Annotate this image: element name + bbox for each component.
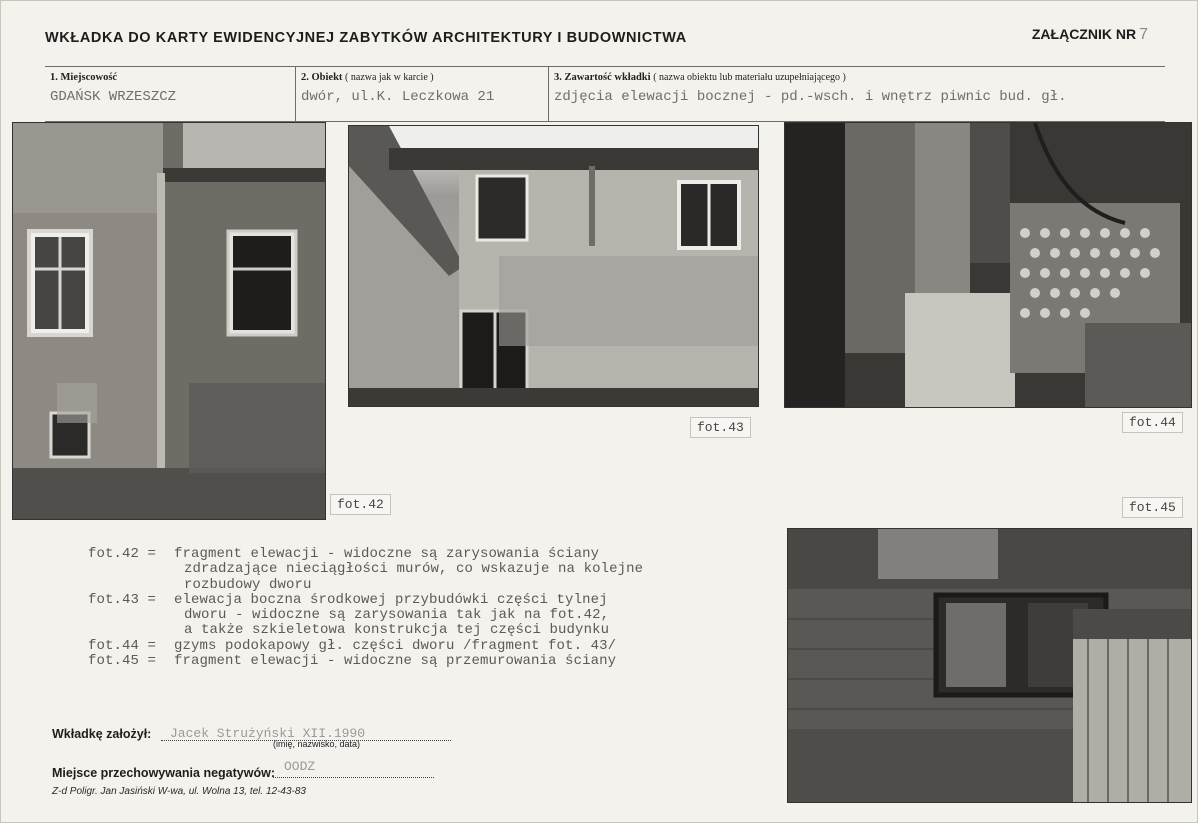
description-key: fot.45 = <box>88 653 157 670</box>
form-title: WKŁADKA DO KARTY EWIDENCYJNEJ ZABYTKÓW ARCHITEKTURY I BUDOWNICTWA <box>45 30 687 46</box>
contents-value: zdjęcia elewacji bocznej - pd.-wsch. i wnętrz piwnic bud. gł. <box>554 89 1067 105</box>
description-43 <box>88 593 643 608</box>
contents-label-wrap <box>554 72 846 83</box>
photo-44-image <box>785 123 1191 407</box>
negatives-location-label: Miejsce przechowywania negatywów: <box>52 766 275 780</box>
photo-45-caption: fot.45 <box>1122 497 1183 518</box>
object-label: 2. Obiekt <box>301 72 343 83</box>
negatives-location-value: OODZ <box>284 759 316 774</box>
description-key: fot.44 = <box>88 637 157 654</box>
object-field <box>296 67 549 121</box>
photo-descriptions <box>88 547 643 669</box>
photo-42-image <box>13 123 325 519</box>
object-sublabel: ( nazwa jak w karcie ) <box>345 72 434 83</box>
attachment-label: ZAŁĄCZNIK NR <box>1031 26 1137 42</box>
description-key: fot.43 = <box>88 591 157 608</box>
description-42 <box>88 547 643 562</box>
description-key: fot.42 = <box>88 546 157 562</box>
contents-field <box>549 67 1165 121</box>
photo-43-image <box>349 126 758 406</box>
created-by-label: Wkładkę założył: <box>52 727 152 741</box>
attachment-number-value: 7 <box>1139 26 1148 43</box>
photo-43 <box>348 125 759 407</box>
photo-44-caption: fot.44 <box>1122 412 1183 433</box>
locality-label: 1. Miejscowość <box>50 72 118 83</box>
header-fields-table <box>45 66 1165 122</box>
negatives-dotted-line <box>273 777 434 778</box>
photo-42-caption: fot.42 <box>330 494 391 515</box>
photo-42 <box>12 122 326 520</box>
description-45 <box>88 654 643 669</box>
description-line: rozbudowy dworu <box>184 576 312 593</box>
object-value: dwór, ul.K. Leczkowa 21 <box>301 89 495 105</box>
description-line: fragment elewacji - widoczne są przemurowania ściany <box>174 653 617 670</box>
created-by-note: (imię, nazwisko, data) <box>273 739 361 749</box>
contents-label: 3. Zawartość wkładki <box>554 72 651 83</box>
description-line: dworu - widoczne są zarysowania tak jak na fot.42, <box>184 607 610 624</box>
description-line: fragment elewacji - widoczne są zarysowania ściany <box>174 546 600 562</box>
object-label-wrap <box>301 72 434 83</box>
photo-43-caption: fot.43 <box>690 417 751 438</box>
photo-44 <box>784 122 1192 408</box>
created-by-value: Jacek Strużyński XII.1990 <box>170 726 366 741</box>
photo-45-image <box>788 529 1191 802</box>
locality-value: GDAŃSK WRZESZCZ <box>50 89 177 105</box>
photo-45 <box>787 528 1192 803</box>
description-line: elewacja boczna środkowej przybudówki części tylnej <box>174 591 608 608</box>
locality-field <box>45 67 296 121</box>
attachment-number <box>1032 26 1148 44</box>
description-44 <box>88 639 643 654</box>
description-line: gzyms podokapowy gł. części dworu /fragment fot. 43/ <box>174 637 617 654</box>
contents-sublabel: ( nazwa obiektu lub materiału uzupełniającego ) <box>653 72 846 83</box>
description-line: zdradzające nieciągłości murów, co wskazuje na kolejne <box>184 561 644 578</box>
printer-imprint: Z-d Poligr. Jan Jasiński W-wa, ul. Wolna 13, tel. 12-43-83 <box>52 786 306 797</box>
description-line: a także szkieletowa konstrukcja tej części budynku <box>184 622 610 639</box>
